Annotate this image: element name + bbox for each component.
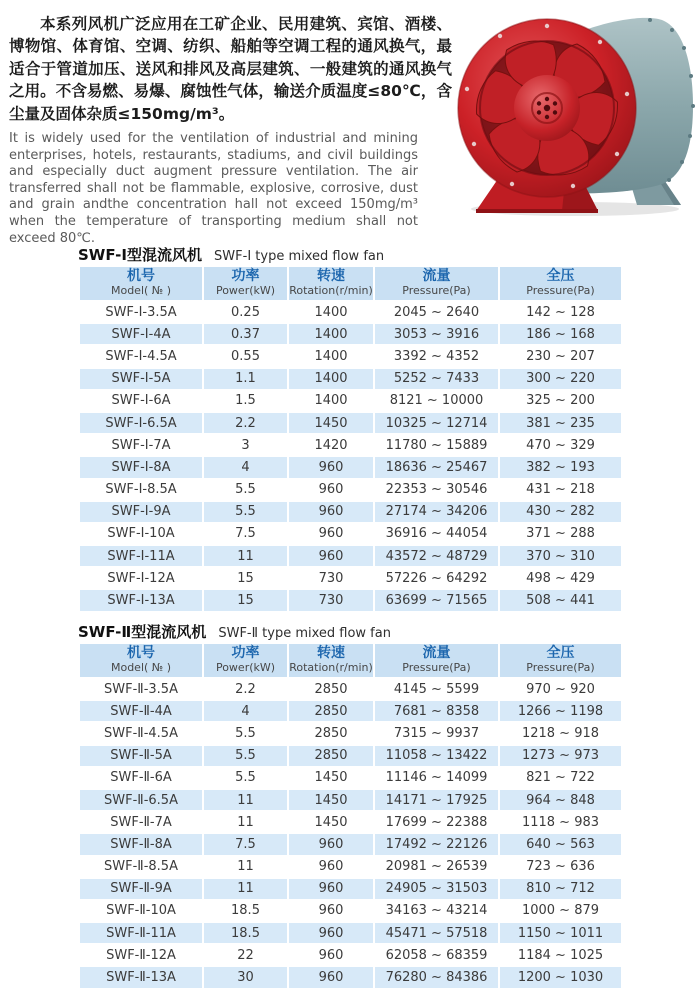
- column-header: [204, 267, 287, 300]
- table-cell: 1450: [289, 790, 373, 810]
- table-cell: 2850: [289, 746, 373, 766]
- table-row: [80, 723, 621, 743]
- table-cell: 45471 ~ 57518: [375, 923, 498, 943]
- table-cell: SWF-Ⅱ-6A: [80, 768, 202, 788]
- section-title-swf1-zh: SWF-Ⅰ型混流风机: [78, 246, 202, 264]
- table-row: [80, 923, 621, 943]
- table-cell: SWF-Ⅱ-8.5A: [80, 857, 202, 877]
- table-cell: SWF-Ⅱ-11A: [80, 923, 202, 943]
- table-cell: 382 ~ 193: [500, 457, 621, 477]
- table-cell: SWF-Ⅰ-6.5A: [80, 413, 202, 433]
- fan-illustration: [450, 4, 700, 218]
- table-cell: 960: [289, 901, 373, 921]
- table-cell: 5.5: [204, 746, 287, 766]
- table-cell: 15: [204, 590, 287, 610]
- table-cell: 5.5: [204, 723, 287, 743]
- table-cell: 1400: [289, 391, 373, 411]
- table-row: [80, 790, 621, 810]
- table-cell: SWF-Ⅱ-13A: [80, 967, 202, 987]
- table-cell: 508 ~ 441: [500, 590, 621, 610]
- table-cell: 470 ~ 329: [500, 435, 621, 455]
- table-cell: SWF-Ⅰ-8.5A: [80, 480, 202, 500]
- table-cell: SWF-Ⅰ-6A: [80, 391, 202, 411]
- table-row: [80, 746, 621, 766]
- table-cell: 20981 ~ 26539: [375, 857, 498, 877]
- table-cell: 3: [204, 435, 287, 455]
- table-cell: SWF-Ⅰ-3.5A: [80, 302, 202, 322]
- table-cell: 8121 ~ 10000: [375, 391, 498, 411]
- table-cell: 960: [289, 457, 373, 477]
- table-cell: 371 ~ 288: [500, 524, 621, 544]
- table-cell: 186 ~ 168: [500, 324, 621, 344]
- table-cell: 300 ~ 220: [500, 369, 621, 389]
- table-cell: 1450: [289, 812, 373, 832]
- table-cell: 970 ~ 920: [500, 679, 621, 699]
- section-title-swf2-zh: SWF-Ⅱ型混流风机: [78, 623, 207, 641]
- column-header: [80, 267, 202, 300]
- table-cell: 7.5: [204, 524, 287, 544]
- table-cell: 1.5: [204, 391, 287, 411]
- table-cell: 10325 ~ 12714: [375, 413, 498, 433]
- table-cell: SWF-Ⅱ-7A: [80, 812, 202, 832]
- table-cell: 1400: [289, 369, 373, 389]
- table-row: [80, 901, 621, 921]
- table-cell: 7315 ~ 9937: [375, 723, 498, 743]
- column-header-zh: 转速: [317, 268, 345, 284]
- table-cell: 2850: [289, 701, 373, 721]
- table-cell: 63699 ~ 71565: [375, 590, 498, 610]
- table-cell: SWF-Ⅰ-8A: [80, 457, 202, 477]
- table-cell: 430 ~ 282: [500, 502, 621, 522]
- table-cell: 498 ~ 429: [500, 568, 621, 588]
- table-cell: 142 ~ 128: [500, 302, 621, 322]
- table-cell: 1200 ~ 1030: [500, 967, 621, 987]
- table-row: [80, 546, 621, 566]
- table-row: [80, 701, 621, 721]
- table-cell: 960: [289, 945, 373, 965]
- column-header-en: Pressure(Pa): [526, 661, 595, 674]
- spec-table-swf1: [78, 265, 623, 613]
- column-header-en: Pressure(Pa): [526, 284, 595, 297]
- table-cell: 34163 ~ 43214: [375, 901, 498, 921]
- table-cell: 1218 ~ 918: [500, 723, 621, 743]
- table-cell: 1420: [289, 435, 373, 455]
- table-cell: 15: [204, 568, 287, 588]
- table-cell: 0.37: [204, 324, 287, 344]
- table-row: [80, 857, 621, 877]
- table-row: [80, 369, 621, 389]
- table-cell: 4: [204, 457, 287, 477]
- section-title-swf2: [78, 621, 391, 642]
- table-cell: 24905 ~ 31503: [375, 879, 498, 899]
- table-cell: 11: [204, 546, 287, 566]
- table-row: [80, 524, 621, 544]
- table-cell: 5.5: [204, 768, 287, 788]
- table-cell: 381 ~ 235: [500, 413, 621, 433]
- table-cell: 1266 ~ 1198: [500, 701, 621, 721]
- table-cell: SWF-Ⅱ-12A: [80, 945, 202, 965]
- column-header-en: Pressure(Pa): [402, 284, 471, 297]
- table-cell: 36916 ~ 44054: [375, 524, 498, 544]
- section-title-swf1-en: SWF-Ⅰ type mixed flow fan: [214, 249, 385, 264]
- intro-paragraph-zh: 本系列风机广泛应用在工矿企业、民用建筑、宾馆、酒楼、博物馆、体育馆、空调、纺织、船舶等空调工程的通风换气，最适合于管道加压、送风和排风及高层建筑、一般建筑的通风换气之用。不含易燃、易爆、腐蚀性气体，输送介质温度≤80℃，含尘量及固体杂质≤150mg/m³。: [9, 15, 452, 123]
- table-cell: 431 ~ 218: [500, 480, 621, 500]
- table-cell: 27174 ~ 34206: [375, 502, 498, 522]
- table-cell: 3392 ~ 4352: [375, 346, 498, 366]
- section-title-swf1: [78, 244, 384, 265]
- table-row: [80, 435, 621, 455]
- table-cell: 1450: [289, 768, 373, 788]
- table-cell: 1150 ~ 1011: [500, 923, 621, 943]
- column-header-zh: 流量: [422, 645, 451, 661]
- table-cell: 960: [289, 857, 373, 877]
- table-cell: SWF-Ⅱ-3.5A: [80, 679, 202, 699]
- table-row: [80, 346, 621, 366]
- table-cell: 810 ~ 712: [500, 879, 621, 899]
- table-cell: 22353 ~ 30546: [375, 480, 498, 500]
- table-row: [80, 457, 621, 477]
- table-cell: SWF-Ⅱ-4A: [80, 701, 202, 721]
- table-cell: SWF-Ⅰ-5A: [80, 369, 202, 389]
- table-cell: 960: [289, 502, 373, 522]
- table-cell: SWF-Ⅱ-6.5A: [80, 790, 202, 810]
- table-cell: 2045 ~ 2640: [375, 302, 498, 322]
- column-header-en: Rotation(r/min): [289, 661, 373, 674]
- column-header: [80, 644, 202, 677]
- column-header: [500, 267, 621, 300]
- table-cell: 960: [289, 524, 373, 544]
- table-cell: 18.5: [204, 901, 287, 921]
- table-cell: 960: [289, 834, 373, 854]
- table-cell: 11058 ~ 13422: [375, 746, 498, 766]
- table-cell: 2850: [289, 679, 373, 699]
- column-header-zh: 全压: [546, 645, 575, 661]
- table-cell: 18636 ~ 25467: [375, 457, 498, 477]
- table-cell: 17699 ~ 22388: [375, 812, 498, 832]
- table-cell: 1273 ~ 973: [500, 746, 621, 766]
- column-header: [204, 644, 287, 677]
- table-cell: 30: [204, 967, 287, 987]
- column-header-en: Pressure(Pa): [402, 661, 471, 674]
- table-cell: SWF-Ⅰ-9A: [80, 502, 202, 522]
- table-cell: 0.55: [204, 346, 287, 366]
- table-cell: 11: [204, 790, 287, 810]
- table-cell: 640 ~ 563: [500, 834, 621, 854]
- table-cell: 1184 ~ 1025: [500, 945, 621, 965]
- table-cell: 76280 ~ 84386: [375, 967, 498, 987]
- table-row: [80, 413, 621, 433]
- column-header: [375, 267, 498, 300]
- table-row: [80, 480, 621, 500]
- table-cell: 960: [289, 879, 373, 899]
- table-cell: 11: [204, 812, 287, 832]
- table-cell: 2.2: [204, 679, 287, 699]
- table-cell: SWF-Ⅰ-12A: [80, 568, 202, 588]
- table-cell: SWF-Ⅰ-10A: [80, 524, 202, 544]
- table-row: [80, 391, 621, 411]
- table-cell: 2.2: [204, 413, 287, 433]
- table-cell: SWF-Ⅰ-13A: [80, 590, 202, 610]
- column-header-en: Model( № ): [110, 661, 172, 674]
- table-cell: 3053 ~ 3916: [375, 324, 498, 344]
- table-cell: 960: [289, 480, 373, 500]
- table-cell: 0.25: [204, 302, 287, 322]
- column-header: [289, 644, 373, 677]
- table-cell: SWF-Ⅱ-8A: [80, 834, 202, 854]
- table-row: [80, 302, 621, 322]
- table-row: [80, 834, 621, 854]
- table-row: [80, 812, 621, 832]
- table-cell: 370 ~ 310: [500, 546, 621, 566]
- table-cell: 1400: [289, 302, 373, 322]
- table-row: [80, 568, 621, 588]
- table-cell: 11: [204, 857, 287, 877]
- table-cell: 230 ~ 207: [500, 346, 621, 366]
- column-header-zh: 功率: [231, 268, 260, 284]
- column-header: [289, 267, 373, 300]
- table-cell: 62058 ~ 68359: [375, 945, 498, 965]
- table-cell: 57226 ~ 64292: [375, 568, 498, 588]
- table-cell: 7.5: [204, 834, 287, 854]
- fan-product-photo: [450, 4, 700, 218]
- fan-front-foot-base: [476, 209, 598, 213]
- table-cell: 4: [204, 701, 287, 721]
- column-header-en: Model( № ): [110, 284, 172, 297]
- table-cell: 22: [204, 945, 287, 965]
- column-header-en: Power(kW): [215, 284, 276, 297]
- column-header-zh: 机号: [127, 268, 155, 284]
- table-cell: 14171 ~ 17925: [375, 790, 498, 810]
- table-cell: SWF-Ⅱ-5A: [80, 746, 202, 766]
- table-cell: 960: [289, 967, 373, 987]
- column-header-en: Power(kW): [215, 661, 276, 674]
- table-cell: 1118 ~ 983: [500, 812, 621, 832]
- table-row: [80, 768, 621, 788]
- column-header-zh: 转速: [317, 645, 345, 661]
- table-cell: 1400: [289, 346, 373, 366]
- table-cell: SWF-Ⅰ-4.5A: [80, 346, 202, 366]
- table-cell: 960: [289, 546, 373, 566]
- table-cell: 1.1: [204, 369, 287, 389]
- column-header: [375, 644, 498, 677]
- table-cell: 5.5: [204, 480, 287, 500]
- table-cell: 5252 ~ 7433: [375, 369, 498, 389]
- table-cell: 17492 ~ 22126: [375, 834, 498, 854]
- table-cell: SWF-Ⅱ-9A: [80, 879, 202, 899]
- table-cell: 1400: [289, 324, 373, 344]
- table-cell: 18.5: [204, 923, 287, 943]
- table-cell: 730: [289, 568, 373, 588]
- table-cell: 723 ~ 636: [500, 857, 621, 877]
- table-header-row: [80, 267, 621, 300]
- intro-paragraph-en: It is widely used for the ventilation of industrial and mining enterprises, hotels, restaurants, stadiums, and civil buildings and especially duct augment pressure ventilation. The air transferred shall not be flammable, explosive, corrosive, dust and grain andthe concentration hall not exceed 150mg/m³ when the temperature of transporting medium shall not exceed 80℃.: [9, 131, 418, 246]
- table-cell: 964 ~ 848: [500, 790, 621, 810]
- table-cell: SWF-Ⅱ-4.5A: [80, 723, 202, 743]
- table-cell: 821 ~ 722: [500, 768, 621, 788]
- table-row: [80, 967, 621, 987]
- column-header-zh: 功率: [231, 645, 260, 661]
- table-cell: 5.5: [204, 502, 287, 522]
- table-cell: 960: [289, 923, 373, 943]
- table-cell: 11780 ~ 15889: [375, 435, 498, 455]
- table-row: [80, 502, 621, 522]
- table-cell: 11146 ~ 14099: [375, 768, 498, 788]
- table-row: [80, 679, 621, 699]
- section-title-swf2-en: SWF-Ⅱ type mixed flow fan: [218, 626, 391, 641]
- table-cell: 730: [289, 590, 373, 610]
- table-cell: SWF-Ⅰ-11A: [80, 546, 202, 566]
- table-cell: SWF-Ⅱ-10A: [80, 901, 202, 921]
- table-cell: 4145 ~ 5599: [375, 679, 498, 699]
- column-header-zh: 全压: [546, 268, 575, 284]
- table-row: [80, 879, 621, 899]
- table-row: [80, 324, 621, 344]
- column-header-zh: 流量: [422, 268, 451, 284]
- table-cell: 7681 ~ 8358: [375, 701, 498, 721]
- table-cell: 1450: [289, 413, 373, 433]
- table-cell: 1000 ~ 879: [500, 901, 621, 921]
- table-row: [80, 590, 621, 610]
- column-header-en: Rotation(r/min): [289, 284, 373, 297]
- table-cell: SWF-Ⅰ-4A: [80, 324, 202, 344]
- table-cell: 11: [204, 879, 287, 899]
- table-cell: 2850: [289, 723, 373, 743]
- column-header-zh: 机号: [127, 645, 155, 661]
- table-cell: 43572 ~ 48729: [375, 546, 498, 566]
- column-header: [500, 644, 621, 677]
- table-row: [80, 945, 621, 965]
- spec-table-swf2: [78, 642, 623, 990]
- table-cell: 325 ~ 200: [500, 391, 621, 411]
- table-cell: SWF-Ⅰ-7A: [80, 435, 202, 455]
- table-header-row: [80, 644, 621, 677]
